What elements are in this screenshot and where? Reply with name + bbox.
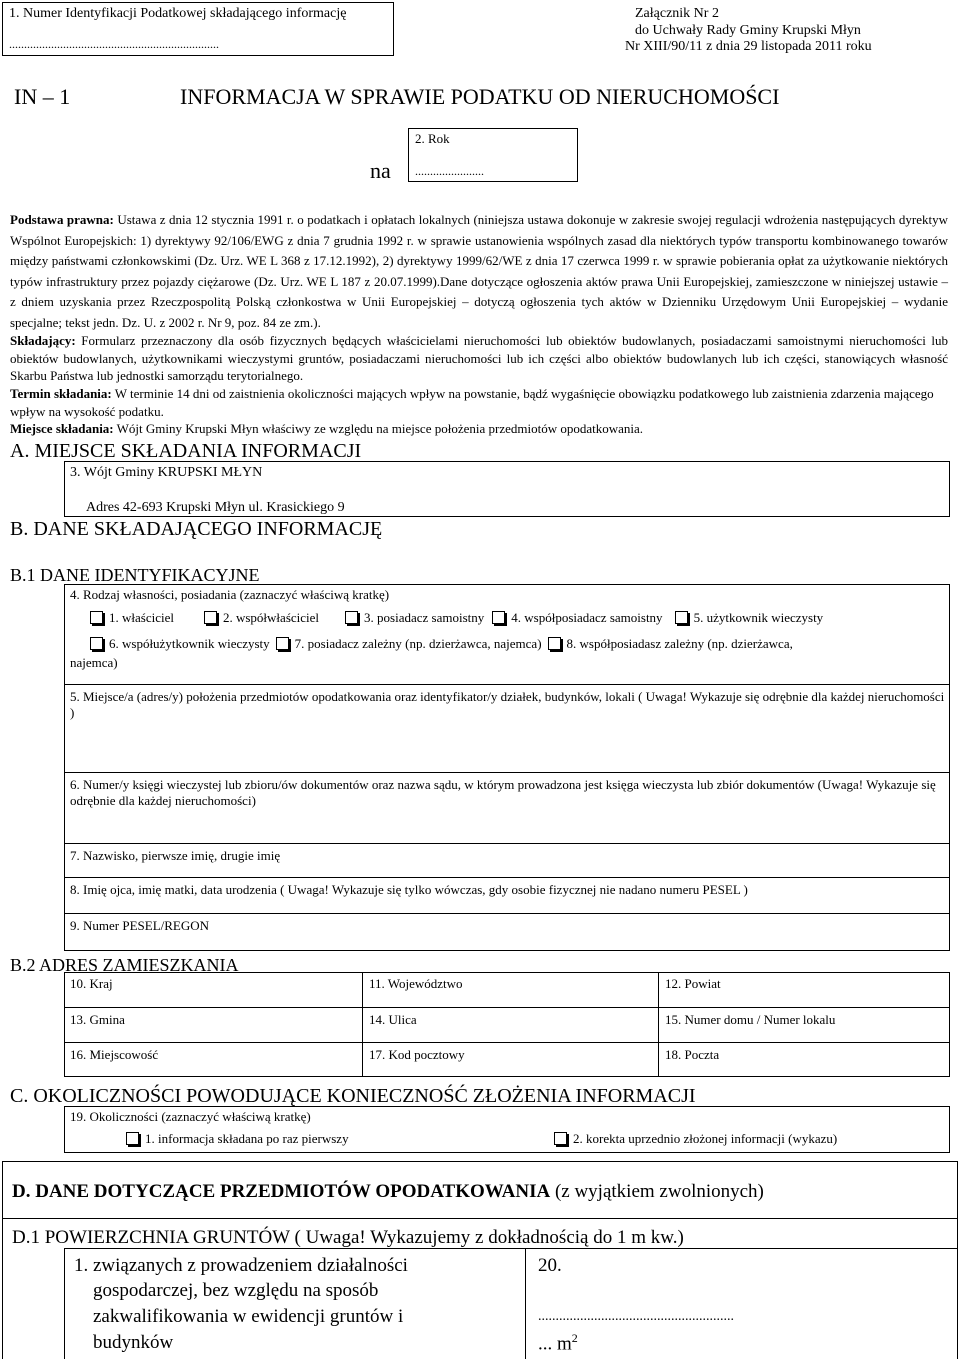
form-title: INFORMACJA W SPRAWIE PODATKU OD NIERUCHOMOŚCI	[180, 84, 780, 109]
field-19-label: 19. Okoliczności (zaznaczyć właściwą kratkę)	[70, 1109, 311, 1124]
field-7-label[interactable]: 7. Nazwisko, pierwsze imię, drugie imię	[70, 848, 281, 863]
field-4-options-row-1	[90, 610, 823, 626]
checkbox-icon[interactable]	[126, 1132, 139, 1145]
divider	[64, 684, 950, 685]
section-d-title-suffix: (z wyjątkiem zwolnionych)	[550, 1181, 764, 1202]
circumstance-option-1[interactable]: 1. informacja składana po raz pierwszy	[126, 1131, 349, 1147]
divider	[64, 1248, 958, 1249]
option-5[interactable]: 5. użytkownik wieczysty	[675, 610, 824, 626]
b1-title: B.1 DANE IDENTYFIKACYJNE	[10, 565, 260, 585]
checkbox-icon[interactable]	[492, 611, 505, 624]
divider	[2, 1218, 958, 1219]
field-6-label[interactable]: 6. Numer/y księgi wieczystej lub zbioru/ów dokumentów oraz nazwa sądu, w którym prowadzona jest księga wieczysta lub zbiór dokumentów (Uwaga! Wykazuje się odrębnie dla każdej nieruchomości)	[70, 777, 936, 809]
field-voivodeship[interactable]: 11. Województwo	[369, 976, 463, 991]
filer-info	[10, 332, 948, 385]
divider	[64, 772, 950, 773]
divider	[64, 1248, 65, 1359]
nip-input[interactable]: ......................................................................	[9, 37, 219, 51]
field-country[interactable]: 10. Kraj	[70, 976, 113, 991]
legal-basis	[10, 210, 948, 333]
field-8-label[interactable]: 8. Imię ojca, imię matki, data urodzenia ( Uwaga! Wykazuje się tylko wówczas, gdy osobie fizycznej nie nadano numeru PESEL )	[70, 882, 748, 897]
nip-label: 1. Numer Identyfikacji Podatkowej składającego informację	[9, 6, 347, 21]
legal-basis-text: Ustawa z dnia 12 stycznia 1991 r. o podatkach i opłatach lokalnych (niniejsza ustawa dokonuje w zakresie swojej regulacji wdrożenia następujących dyrektyw Wspólnot Europejskich: 1) dyrektywy 92/106/EWG z dnia 7 grudnia 1992 r. w sprawie ustanowienia wspólnych zasad dla niektórych typów transportu kombinowanego towarów między państwami członkowskimi (Dz. Urz. WE L 368 z 17.12.1992), 2) dyrektywy 1999/62/WE z dnia 17 czerwca 1999 r. w sprawie pobierania opłat za użytkowanie niektórych typów infrastruktury przez pojazdy ciężarowe (Dz. Urz. WE L 187 z 20.07.1999).Dane dotyczące ogłoszenia aktów prawa Unii Europejskiej, zamieszczone w niniejszej ustawie – z dniem uzyskania przez Rzeczpospolitą Polską członkostwa w Unii Europejskiej – dotyczą ogłoszenia tych aktów w Dzienniku Urzędowym Unii Europejskiej – wydanie specjalne; tekst jedn. Dz. U. z 2002 r. Nr 9, poz. 84 ze zm.).	[10, 212, 948, 330]
checkbox-icon[interactable]	[554, 1132, 567, 1145]
divider	[64, 913, 950, 914]
d1-title: D.1 POWIERZCHNIA GRUNTÓW ( Uwaga! Wykazujemy z dokładnością do 1 m kw.)	[12, 1227, 684, 1248]
field-20-input[interactable]: ........................................................	[538, 1309, 734, 1324]
place-text: Wójt Gminy Krupski Młyn właściwy ze względu na miejsce położenia przedmiotów opodatkowania.	[113, 421, 644, 436]
filer-label: Składający:	[10, 333, 76, 348]
divider	[525, 1248, 526, 1359]
field-town[interactable]: 16. Miejscowość	[70, 1047, 159, 1062]
b2-title: B.2 ADRES ZAMIESZKANIA	[10, 955, 239, 975]
attachment-line-3: Nr XIII/90/11 z dnia 29 listopada 2011 roku	[625, 39, 872, 54]
place-info	[10, 420, 948, 438]
field-street[interactable]: 14. Ulica	[369, 1012, 417, 1027]
deadline-info	[10, 385, 948, 420]
field-20-label: 20.	[538, 1255, 562, 1276]
field-9-label[interactable]: 9. Numer PESEL/REGON	[70, 918, 210, 933]
divider	[64, 1042, 950, 1043]
field-county[interactable]: 12. Powiat	[665, 976, 721, 991]
legal-basis-label: Podstawa prawna:	[10, 212, 114, 227]
d1-item-1-line-1: 1. związanych z prowadzeniem działalności	[74, 1255, 408, 1276]
field-post-office[interactable]: 18. Poczta	[665, 1047, 720, 1062]
year-label: 2. Rok	[415, 131, 450, 146]
option-8-continuation: najemca)	[70, 655, 118, 670]
field-3-label: 3. Wójt Gminy KRUPSKI MŁYN	[70, 465, 263, 480]
section-b-title: B. DANE SKŁADAJĄCEGO INFORMACJĘ	[10, 518, 383, 540]
deadline-text: W terminie 14 dni od zaistnienia okoliczności mających wpływ na powstanie, bądź wygaśnięcie obowiązku podatkowego lub zaistnienia zdarzenia mającego wpływ na wysokość podatku.	[10, 386, 934, 419]
d1-item-1-line-4: budynków	[93, 1332, 174, 1353]
field-4-options-row-2	[90, 636, 793, 652]
checkbox-icon[interactable]	[204, 611, 217, 624]
field-commune[interactable]: 13. Gmina	[70, 1012, 125, 1027]
field-20-unit: ... $m^2$	[538, 1331, 578, 1355]
checkbox-icon[interactable]	[276, 637, 289, 650]
deadline-label: Termin składania:	[10, 386, 112, 401]
checkbox-icon[interactable]	[90, 611, 103, 624]
field-3-address: Adres 42-693 Krupski Młyn ul. Krasickiego 9	[86, 500, 345, 515]
field-5-label[interactable]: 5. Miejsce/a (adres/y) położenia przedmiotów opodatkowania oraz identyfikator/y działek, budynków, lokali ( Uwaga! Wykazuje się odrębnie dla każdej nieruchomości )	[70, 689, 945, 721]
circumstance-option-2[interactable]: 2. korekta uprzednio złożonej informacji (wykazu)	[554, 1131, 837, 1147]
form-code: IN – 1	[14, 84, 71, 109]
option-6[interactable]: 6. współużytkownik wieczysty	[90, 636, 270, 652]
option-4[interactable]: 4. współposiadacz samoistny	[492, 610, 662, 626]
section-c-title: C. OKOLICZNOŚCI POWODUJĄCE KONIECZNOŚĆ ZŁOŻENIA INFORMACJI	[10, 1085, 696, 1107]
section-a-title: A. MIEJSCE SKŁADANIA INFORMACJI	[10, 440, 362, 462]
divider	[64, 1007, 950, 1008]
option-1[interactable]: 1. właściciel	[90, 610, 174, 626]
option-7[interactable]: 7. posiadacz zależny (np. dzierżawca, najemca)	[276, 636, 542, 652]
attachment-line-2: do Uchwały Rady Gminy Krupski Młyn	[635, 23, 861, 38]
divider	[64, 843, 950, 844]
unit-superscript: 2	[571, 1331, 578, 1345]
section-d-title-main: D. DANE DOTYCZĄCE PRZEDMIOTÓW OPODATKOWANIA	[12, 1181, 551, 1202]
checkbox-icon[interactable]	[675, 611, 688, 624]
divider	[64, 877, 950, 878]
field-postal-code[interactable]: 17. Kod pocztowy	[369, 1047, 465, 1062]
d1-item-1-line-2: gospodarczej, bez względu na sposób	[93, 1280, 379, 1301]
attachment-line-1: Załącznik Nr 2	[635, 6, 719, 21]
place-label: Miejsce składania:	[10, 421, 114, 436]
divider	[658, 972, 659, 1077]
filer-text: Formularz przeznaczony dla osób fizycznych będących właścicielami nieruchomości lub obiektów budowlanych, posiadaczami samoistnymi nieruchomości lub obiektów budowlanych, użytkownikami wieczystymi gruntów, posiadaczami nieruchomości lub ich części albo obiektów budowlanych lub ich części, stanowiących własność Skarbu Państwa lub jednostki samorządu terytorialnego.	[10, 333, 948, 384]
na-label: na	[370, 158, 391, 183]
divider	[362, 972, 363, 1077]
field-4-label: 4. Rodzaj własności, posiadania (zaznaczyć właściwą kratkę)	[70, 587, 390, 602]
checkbox-icon[interactable]	[90, 637, 103, 650]
checkbox-icon[interactable]	[345, 611, 358, 624]
option-8[interactable]: 8. współposiadasz zależny (np. dzierżawca,	[548, 636, 793, 652]
d1-item-1-line-3: zakwalifikowania w ewidencji gruntów i	[93, 1306, 404, 1327]
section-d-title	[12, 1180, 764, 1204]
field-house-number[interactable]: 15. Numer domu / Numer lokalu	[665, 1012, 836, 1027]
year-input[interactable]: .......................	[415, 164, 484, 178]
checkbox-icon[interactable]	[548, 637, 561, 650]
option-2[interactable]: 2. współwłaściciel	[204, 610, 319, 626]
option-3[interactable]: 3. posiadacz samoistny	[345, 610, 484, 626]
